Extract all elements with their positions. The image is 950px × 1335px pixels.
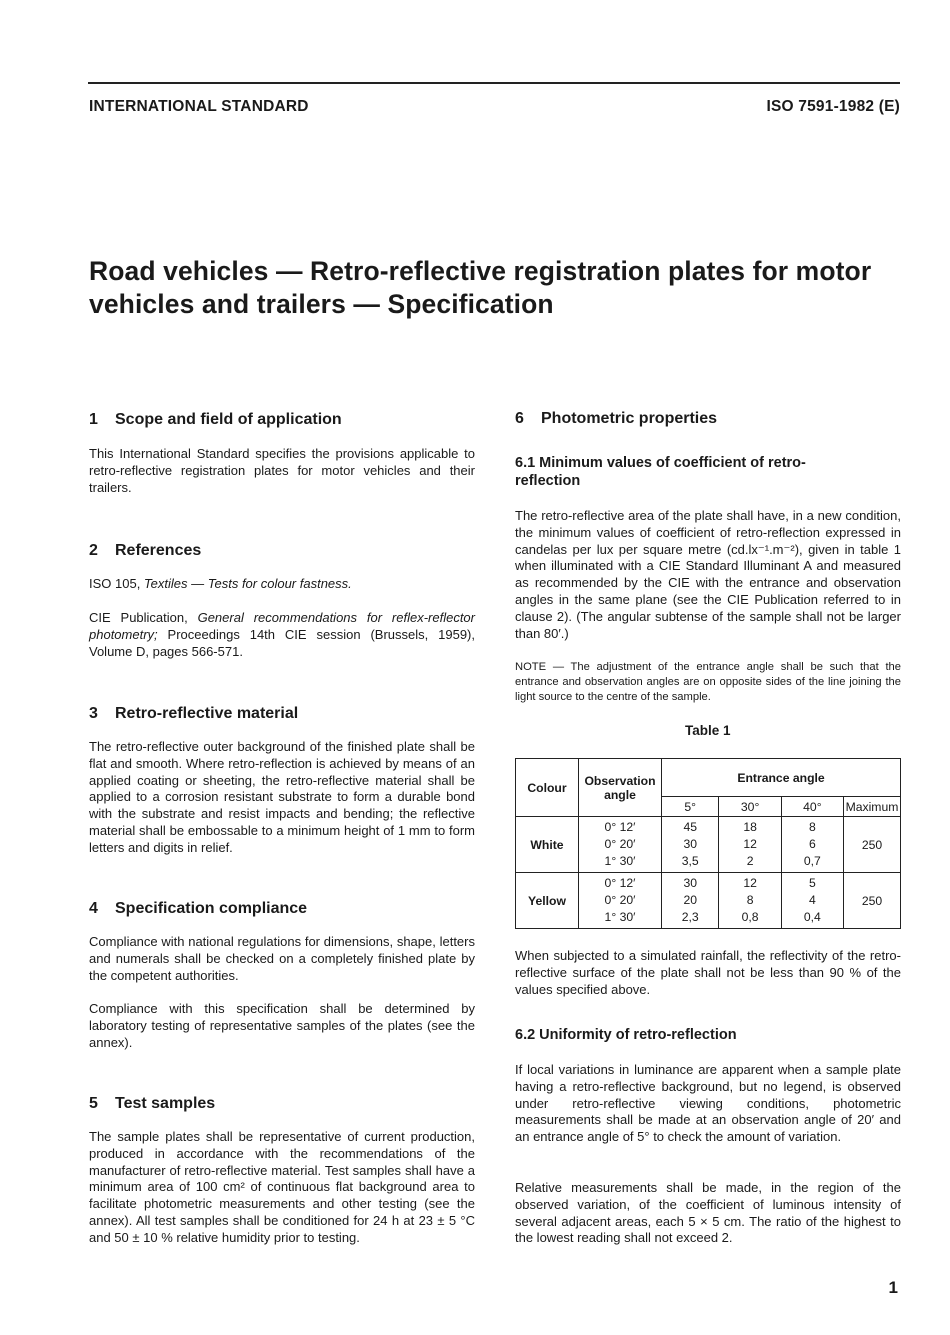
section-4-text-1: Compliance with national regulations for dimensions, shape, letters and numerals shall be checked on a completely finished plate by the competent authorities.	[89, 934, 475, 983]
section-5-heading: 5 Test samples	[89, 1095, 216, 1112]
section-6-2-text-2: Relative measurements shall be made, in the region of the observed variation, of the coefficient of luminous intensity of several adjacent areas, each 5 × 5 cm. The ratio of the highest to the lowest reading shall not exceed 2.	[515, 1180, 901, 1246]
white-entrance-40: 8 6 0,7	[781, 817, 843, 873]
entrance-30-header: 30°	[719, 797, 781, 817]
header-rule	[88, 82, 900, 84]
white-entrance-30: 18 12 2	[719, 817, 781, 873]
white-maximum: 250	[844, 817, 901, 873]
entrance-40-header: 40°	[781, 797, 843, 817]
section-1-heading: 1 Scope and field of application	[89, 411, 342, 428]
yellow-entrance-30: 12 8 0,8	[719, 873, 781, 929]
col-entrance-header: Entrance angle	[662, 759, 901, 797]
document-type: INTERNATIONAL STANDARD	[89, 98, 309, 115]
section-1-text: This International Standard specifies the provisions applicable to retro-reflective registration plates for motor vehicles and their trailers.	[89, 446, 475, 495]
table-row-yellow	[516, 873, 901, 929]
section-6-1-heading: 6.1 Minimum values of coefficient of retro-reflection	[515, 455, 806, 489]
table-row-white	[516, 817, 901, 873]
colour-white: White	[516, 817, 579, 873]
section-3-text: The retro-reflective outer background of the finished plate shall be flat and smooth. Where retro-reflection is achieved by means of an applied coating or sheeting, the retro-reflective material shall be applied to a corrosion resistant substrate to form a durable bond with the substrate and resist impacts and bending; the reflective material shall be embossable to a minimum height of 1 mm to form letters and digits in relief.	[89, 739, 475, 855]
col-colour-header: Colour	[516, 759, 579, 817]
section-6-1-note: NOTE — The adjustment of the entrance angle shall be such that the entrance and observation angles are on opposite sides of the line joining the light source to the centre of the sample.	[515, 661, 901, 703]
section-2-heading: 2 References	[89, 542, 202, 559]
section-6-2-text-1: If local variations in luminance are apparent when a sample plate having a retro-reflective background, but no legend, is observed under retro-reflective viewing conditions, photometric measurements shall be made at an observation angle of 20′ and an entrance angle of 5° to check the amount of variation.	[515, 1062, 901, 1145]
section-6-2-heading: 6.2 Uniformity of retro-reflection	[515, 1027, 737, 1043]
page-title: Road vehicles — Retro-reflective registration plates for motor vehicles and trailers — Specification	[89, 256, 872, 319]
colour-yellow: Yellow	[516, 873, 579, 929]
table-caption: Table 1	[685, 723, 731, 738]
section-6-heading: 6 Photometric properties	[515, 410, 718, 427]
section-3-heading: 3 Retro-reflective material	[89, 705, 299, 722]
standard-number: ISO 7591-1982 (E)	[766, 98, 900, 115]
table-1	[515, 758, 901, 929]
white-observation-angles: 0° 12′ 0° 20′ 1° 30′	[579, 817, 662, 873]
white-entrance-5: 45 30 3,5	[662, 817, 719, 873]
reference-iso-105: ISO 105, Textiles — Tests for colour fastness.	[89, 576, 352, 591]
yellow-maximum: 250	[844, 873, 901, 929]
yellow-entrance-40: 5 4 0,4	[781, 873, 843, 929]
entrance-5-header: 5°	[662, 797, 719, 817]
maximum-header: Maximum	[844, 797, 901, 817]
page-number: 1	[888, 1278, 898, 1297]
section-6-1-rainfall-text: When subjected to a simulated rainfall, the reflectivity of the retro-reflective surface of the plate shall not be less than 90 % of the values specified above.	[515, 948, 901, 997]
reference-cie-publication: CIE Publication, General recommendations for reflex-reflector photometry; Proceedings 14th CIE session (Brussels, 1959), Volume D, pages 566-571.	[89, 610, 475, 659]
section-6-1-text: The retro-reflective area of the plate shall have, in a new condition, the minimum values of coefficient of retro-reflection expressed in candelas per lux per square metre (cd.lx⁻¹.m⁻²), given in table 1 when illuminated with a CIE Standard Illuminant A and measured as recommended by the CIE with the entrance and observation angles in the same plane (see the CIE Publication referred to in clause 2). (The angular subtense of the sample shall not be larger than 80′.)	[515, 508, 901, 641]
section-4-text-2: Compliance with this specification shall be determined by laboratory testing of representative samples of the plates (see the annex).	[89, 1001, 475, 1050]
section-4-heading: 4 Specification compliance	[89, 900, 308, 917]
col-observation-header: Observation angle	[579, 759, 662, 817]
yellow-observation-angles: 0° 12′ 0° 20′ 1° 30′	[579, 873, 662, 929]
yellow-entrance-5: 30 20 2,3	[662, 873, 719, 929]
section-5-text: The sample plates shall be representative of current production, produced in accordance with the recommendations of the manufacturer of retro-reflective material. Test samples shall have a minimum area of 100 cm² of continuous flat background area to facilitate photometric measurements and other testing (see the annex). All test samples shall be conditioned for 24 h at 23 ± 5 °C and 50 ± 10 % relative humidity prior to testing.	[89, 1129, 475, 1245]
